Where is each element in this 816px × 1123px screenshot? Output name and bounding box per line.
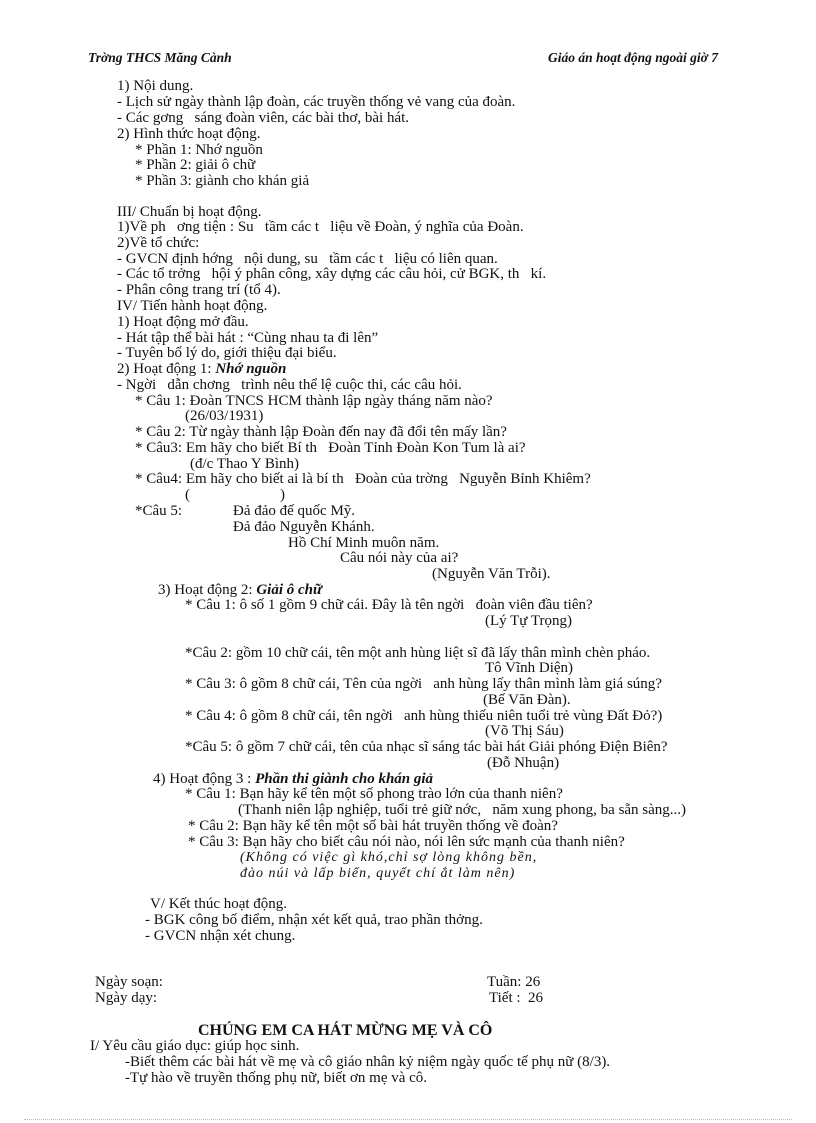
quote-line: (Không có việc gì khó,chỉ sợ lòng không bền, <box>240 850 538 865</box>
lesson-number: Tiết : 26 <box>489 990 544 1006</box>
text-line: -Biết thêm các bài hát về mẹ và cô giáo nhân kỷ niệm ngày quốc tế phụ nữ (8/3). <box>125 1054 611 1070</box>
answer-line: (đ/c Thao Y Bình) <box>190 456 300 472</box>
week-number: Tuần: 26 <box>487 974 541 990</box>
lesson-title: CHÚNG EM CA HÁT MỪNG MẸ VÀ CÔ <box>198 1022 493 1039</box>
question-line: * Câu 4: ô gồm 8 chữ cái, tên ngời anh hùng thiếu niên tuổi trẻ vùng Đất Đỏ?) <box>185 708 663 724</box>
text-line: - Ngời dẫn chơng trình nêu thể lệ cuộc thi, các câu hỏi. <box>117 377 462 393</box>
question-line: * Câu4: Em hãy cho biết ai là bí th Đoàn của trờng Nguyễn Bỉnh Khiêm? <box>135 471 591 487</box>
answer-line: (Bế Văn Đàn). <box>483 692 571 708</box>
answer-line: (Võ Thị Sáu) <box>485 723 564 739</box>
text-line: - Phân công trang trí (tổ 4). <box>117 282 281 298</box>
answer-line: (26/03/1931) <box>185 408 264 424</box>
text-line: - Các tổ trởng hội ý phân công, xây dựng các câu hỏi, cử BGK, th kí. <box>117 266 547 282</box>
text-line: 2)Về tổ chức: <box>117 235 200 251</box>
text-line: - Hát tập thể bài hát : “Cùng nhau ta đi lên” <box>117 330 379 346</box>
quote-line: Câu nói này của ai? <box>340 550 459 566</box>
question-line: *Câu 5: ô gồm 7 chữ cái, tên của nhạc sĩ sáng tác bài hát Giải phóng Điện Biên? <box>185 739 668 755</box>
question-line: *Câu 2: gồm 10 chữ cái, tên một anh hùng liệt sĩ đã lấy thân mình chèn pháo. <box>185 645 651 661</box>
question-line: * Câu 2: Từ ngày thành lập Đoàn đến nay đã đổi tên mấy lần? <box>135 424 507 440</box>
activity-3-heading: 4) Hoạt động 3 : Phần thi giành cho khán giả <box>153 771 434 787</box>
section-heading: V/ Kết thúc hoạt động. <box>150 896 288 912</box>
text-line: 1)Về ph ơng tiện : Su tầm các t liệu về Đoàn, ý nghĩa của Đoàn. <box>117 219 524 235</box>
header-subject: Giáo án hoạt động ngoài giờ 7 <box>548 50 719 65</box>
text-line: 1) Nội dung. <box>117 78 194 94</box>
section-heading: III/ Chuẩn bị hoạt động. <box>117 204 262 220</box>
answer-line: (Lý Tự Trọng) <box>485 613 573 629</box>
section-heading: I/ Yêu cầu giáo dục: giúp học sinh. <box>90 1038 300 1054</box>
answer-line: Tô Vĩnh Diện) <box>485 660 574 676</box>
question-line: * Câu 1: Đoàn TNCS HCM thành lập ngày tháng năm nào? <box>135 393 493 409</box>
activity-2-heading: 3) Hoạt động 2: Giải ô chữ <box>158 582 322 598</box>
question-line: * Câu 3: Bạn hãy cho biết câu nói nào, nói lên sức mạnh của thanh niên? <box>188 834 625 850</box>
text-line: - GVCN nhận xét chung. <box>145 928 296 944</box>
text-line: 2) Hình thức hoạt động. <box>117 126 261 142</box>
text-line: -Tự hào về truyền thống phụ nữ, biết ơn mẹ và cô. <box>125 1070 428 1086</box>
text-line: - BGK công bố điểm, nhận xét kết quả, trao phần thởng. <box>145 912 483 928</box>
text-line: - Lịch sử ngày thành lập đoàn, các truyền thống vẻ vang của đoàn. <box>117 94 516 110</box>
text-line: * Phần 2: giải ô chữ <box>135 157 256 173</box>
quote-line: đào núi và lấp biển, quyết chí ắt làm nên) <box>240 866 516 881</box>
quote-line: Đả đảo đế quốc Mỹ. <box>233 503 356 519</box>
question-line: * Câu 2: Bạn hãy kể tên một số bài hát truyền thống về đoàn? <box>188 818 558 834</box>
text-line: * Phần 3: giành cho khán giả <box>135 173 310 189</box>
answer-line: ( ) <box>185 487 285 503</box>
text-line: - Các gơng sáng đoàn viên, các bài thơ, bài hát. <box>117 110 410 126</box>
question-line: * Câu 1: ô số 1 gồm 9 chữ cái. Đây là tên ngời đoàn viên đầu tiên? <box>185 597 593 613</box>
page-bottom-rule <box>24 1119 792 1120</box>
header-school: Trờng THCS Măng Cành <box>88 50 232 65</box>
date-taught: Ngày dạy: <box>95 990 158 1006</box>
text-line: - GVCN định hớng nội dung, su tầm các t liệu có liên quan. <box>117 251 498 267</box>
answer-line: (Thanh niên lập nghiệp, tuổi trẻ giữ nớc, năm xung phong, ba sẵn sàng...) <box>238 802 687 818</box>
text-line: 1) Hoạt động mở đầu. <box>117 314 249 330</box>
activity-1-heading: 2) Hoạt động 1: Nhớ nguồn <box>117 361 287 377</box>
text-line: - Tuyên bố lý do, giới thiệu đại biểu. <box>117 345 337 361</box>
question-line: *Câu 5: <box>135 503 183 519</box>
answer-line: (Đỗ Nhuận) <box>487 755 560 771</box>
quote-line: Hồ Chí Minh muôn năm. <box>288 535 440 551</box>
question-line: * Câu 3: ô gồm 8 chữ cái, Tên của ngời anh hùng lấy thân mình làm giá súng? <box>185 676 662 692</box>
question-line: * Câu 1: Bạn hãy kể tên một số phong trào lớn của thanh niên? <box>185 786 563 802</box>
date-prepared: Ngày soạn: <box>95 974 163 990</box>
quote-line: Đả đảo Nguyễn Khánh. <box>233 519 375 535</box>
text-line: * Phần 1: Nhớ nguồn <box>135 142 263 158</box>
answer-line: (Nguyễn Văn Trỗi). <box>432 566 551 582</box>
section-heading: IV/ Tiến hành hoạt động. <box>117 298 268 314</box>
question-line: * Câu3: Em hãy cho biết Bí th Đoàn Tỉnh Đoàn Kon Tum là ai? <box>135 440 526 456</box>
